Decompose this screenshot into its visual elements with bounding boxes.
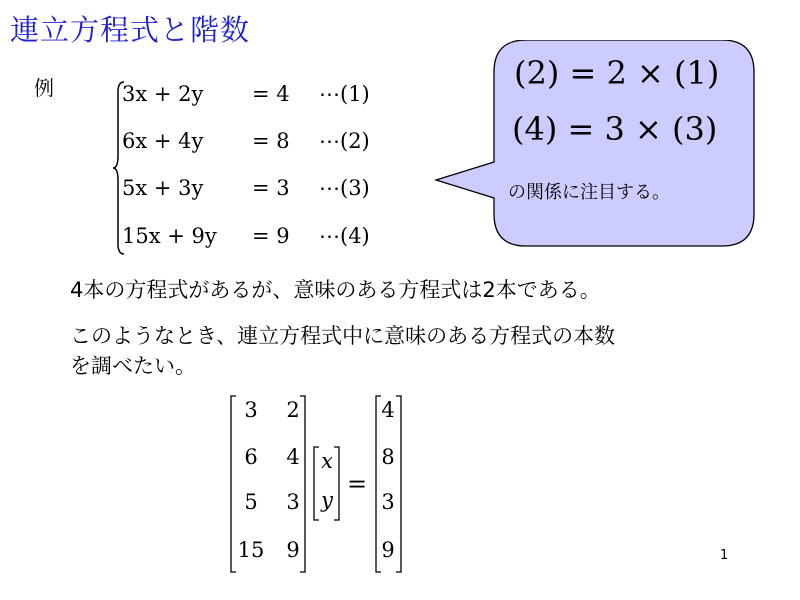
equation-rhs: = 8 bbox=[252, 129, 290, 153]
constant-cell: 8 bbox=[381, 445, 395, 469]
example-label: 例 bbox=[34, 76, 54, 100]
statement-line: このようなとき、連立方程式中に意味のある方程式の本数 bbox=[70, 324, 616, 348]
matrix-cell: 3 bbox=[286, 490, 300, 514]
page-number: 1 bbox=[720, 548, 729, 563]
slide-title: 連立方程式と階数 bbox=[10, 13, 251, 47]
constant-cell: 9 bbox=[381, 538, 395, 562]
statement-line: 4本の方程式があるが、意味のある方程式は2本である。 bbox=[70, 278, 601, 302]
equation-rhs: = 9 bbox=[252, 224, 290, 248]
constant-cell: 4 bbox=[381, 398, 395, 422]
equals-sign: = bbox=[346, 470, 368, 498]
variable-cell: y bbox=[321, 488, 333, 512]
equation-number: ⋯(3) bbox=[319, 176, 370, 200]
statement-line: を調べたい。 bbox=[70, 354, 196, 378]
constant-cell: 3 bbox=[381, 490, 395, 514]
equation-number: ⋯(1) bbox=[319, 82, 370, 106]
callout-bubble bbox=[430, 40, 760, 250]
equation-lhs: 15x + 9y bbox=[122, 224, 217, 248]
callout-text: の関係に注目する。 bbox=[508, 182, 670, 203]
equation-number: ⋯(2) bbox=[319, 129, 370, 153]
equation-lhs: 3x + 2y bbox=[122, 82, 204, 106]
equation-number: ⋯(4) bbox=[319, 224, 370, 248]
equation-lhs: 5x + 3y bbox=[122, 176, 204, 200]
matrix-cell: 6 bbox=[244, 445, 258, 469]
equation-lhs: 6x + 4y bbox=[122, 129, 204, 153]
matrix-cell: 3 bbox=[244, 398, 258, 422]
callout-equation: (2) = 2 × (1) bbox=[514, 54, 720, 92]
equation-rhs: = 4 bbox=[252, 82, 290, 106]
matrix-cell: 2 bbox=[286, 398, 300, 422]
matrix-cell: 5 bbox=[244, 490, 258, 514]
callout-equation: (4) = 3 × (3) bbox=[512, 110, 718, 148]
matrix-cell: 9 bbox=[286, 538, 300, 562]
equation-rhs: = 3 bbox=[252, 176, 290, 200]
matrix-cell: 15 bbox=[237, 538, 265, 562]
matrix-equation bbox=[228, 392, 428, 577]
matrix-cell: 4 bbox=[286, 445, 300, 469]
variable-cell: x bbox=[321, 449, 333, 473]
equation-system bbox=[112, 78, 402, 258]
